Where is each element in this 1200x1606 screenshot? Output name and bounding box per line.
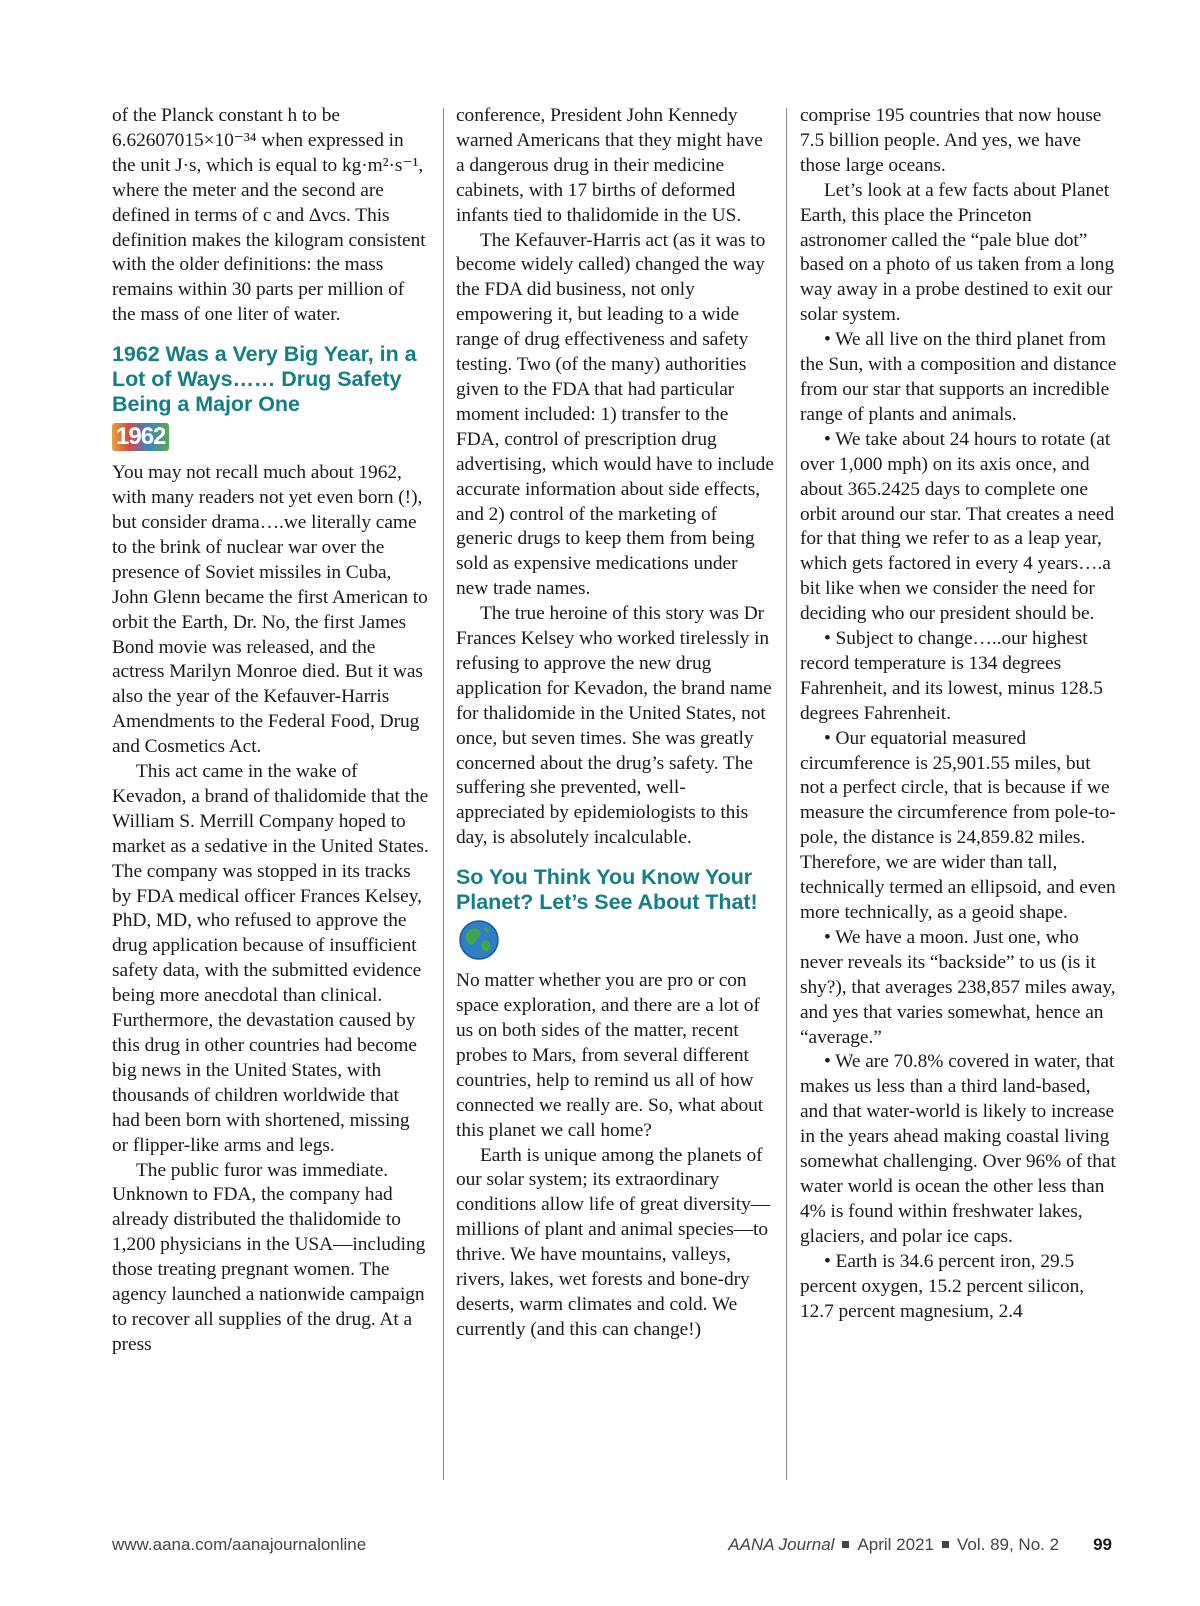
globe-icon [458,919,500,961]
1962-logo-icon: 1962 [112,423,169,451]
footer-citation [728,1535,1112,1555]
paragraph: This act came in the wake of Kevadon, a brand of thalidomide that the William S. Merrill Company hoped to market as a sedative in the United States. The company was stopped in its tracks by FDA medical officer Frances Kelsey, PhD, MD, who refused to approve the drug application because of insufficient safety data, with the submitted evidence being more anecdotal than clinical. Furthermore, the devastation caused by this drug in other countries had become big news in the United States, with thousands of children worldwide that had been born with shortened, missing or flipper-like arms and legs. [112,761,429,1156]
bullet-item: • Earth is 34.6 percent iron, 29.5 percent oxygen, 15.2 percent silicon, 12.7 percent magnesium, 2.4 [800,1250,1085,1322]
separator-square-icon [842,1541,849,1548]
bullet-item: • Subject to change…..our highest record temperature is 134 degrees Fahrenheit, and its lowest, minus 128.5 degrees Fahrenheit. [800,628,1103,724]
page-footer [112,1535,1112,1559]
page-number: 99 [1093,1535,1112,1554]
section-heading-1962: 1962 Was a Very Big Year, in a Lot of Ways…… Drug Safety Being a Major One [112,342,417,417]
journal-name: AANA Journal [728,1535,835,1554]
column-1 [112,104,430,1358]
bullet-item: • We all live on the third planet from the Sun, with a composition and distance from our star that supports an incredible range of plants and animals. [800,329,1117,425]
column-2 [456,104,774,1343]
volume-info: Vol. 89, No. 2 [957,1535,1060,1554]
paragraph: No matter whether you are pro or con space exploration, and there are a lot of us on both sides of the matter, recent probes to Mars, from several different countries, help to remind us all of how connected we really are. So, what about this planet we call home? [456,970,764,1141]
paragraph: of the Planck constant h to be 6.62607015×10⁻³⁴ when expressed in the unit J·s, which is equal to kg·m²·s⁻¹, where the meter and the second are defined in terms of c and Δνcs. This definition makes the kilogram consistent with the older definitions: the mass remains within 30 parts per million of the mass of one liter of water. [112,105,426,326]
paragraph: comprise 195 countries that now house 7.5 billion people. And yes, we have those large oceans. [800,105,1102,176]
paragraph: Earth is unique among the planets of our solar system; its extraordinary conditions allow life of great diversity—millions of plant and animal species—to thrive. We have mountains, valleys, rivers, lakes, wet forests and bone-dry deserts, warm climates and cold. We currently (and this can change!) [456,1144,771,1340]
bullet-item: • We have a moon. Just one, who never reveals its “backside” to us (is it shy?), that averages 238,857 miles away, and yes that varies somewhat, hence an “average.” [800,926,1116,1048]
separator-square-icon [942,1541,949,1548]
paragraph: conference, President John Kennedy warned Americans that they might have a dangerous drug in their medicine cabinets, with 17 births of deformed infants tied to thalidomide in the US. [456,105,763,226]
section-heading-planet: So You Think You Know Your Planet? Let’s See About That! [456,865,758,915]
paragraph: Let’s look at a few facts about Planet Earth, this place the Princeton astronomer called the “pale blue dot” based on a photo of us taken from a long way away in a probe destined to exit our solar system. [800,179,1115,326]
column-3 [800,104,1118,1324]
column-divider [443,108,444,1480]
bullet-item: • We are 70.8% covered in water, that makes us less than a third land-based, and that water-world is likely to increase in the years ahead making coastal living somewhat challenging. Over 96% of that water world is ocean the other less than 4% is found within freshwater lakes, glaciers, and polar ice caps. [800,1051,1116,1247]
column-divider [786,108,787,1480]
paragraph: The public furor was immediate. Unknown to FDA, the company had already distributed the thalidomide to 1,200 physicians in the USA—including those treating pregnant women. The agency launched a nationwide campaign to recover all supplies of the drug. At a press [112,1159,426,1355]
issue-date: April 2021 [857,1535,934,1554]
bullet-item: • Our equatorial measured circumference is 25,901.55 miles, but not a perfect circle, that is because if we measure the circumference from pole-to-pole, the distance is 24,859.82 miles. Therefore, we are wider than tall, technically termed an ellipsoid, and even more technically, as a geoid shape. [800,727,1116,923]
paragraph: The Kefauver-Harris act (as it was to become widely called) changed the way the FDA did business, not only empowering it, but leading to a wide range of drug effectiveness and safety testing. Two (of the many) authorities given to the FDA that had particular moment included: 1) transfer to the FDA, control of prescription drug advertising, which would have to include accurate information about side effects, and 2) control of the marketing of generic drugs to keep them from being sold as expensive medications under new trade names. [456,229,774,600]
bullet-item: • We take about 24 hours to rotate (at over 1,000 mph) on its axis once, and about 365.2425 days to complete one orbit around our star. That creates a need for that thing we refer to as a leap year, which gets factored in every 4 years….a bit like when we consider the need for deciding who our president should be. [800,428,1115,625]
paragraph: You may not recall much about 1962, with many readers not yet even born (!), but consider drama….we literally came to the brink of nuclear war over the presence of Soviet missiles in Cuba, John Glenn became the first American to orbit the Earth, Dr. No, the first James Bond movie was released, and the actress Marilyn Monroe died. But it was also the year of the Kefauver-Harris Amendments to the Federal Food, Drug and Cosmetics Act. [112,462,428,758]
footer-url-link[interactable]: www.aana.com/aanajournalonline [112,1535,367,1554]
paragraph: The true heroine of this story was Dr Frances Kelsey who worked tirelessly in refusing to approve the new drug application for Kevadon, the brand name for thalidomide in the United States, not once, but seven times. She was greatly concerned about the drug’s safety. The suffering she prevented, well-appreciated by epidemiologists to this day, is absolutely incalculable. [456,603,772,849]
